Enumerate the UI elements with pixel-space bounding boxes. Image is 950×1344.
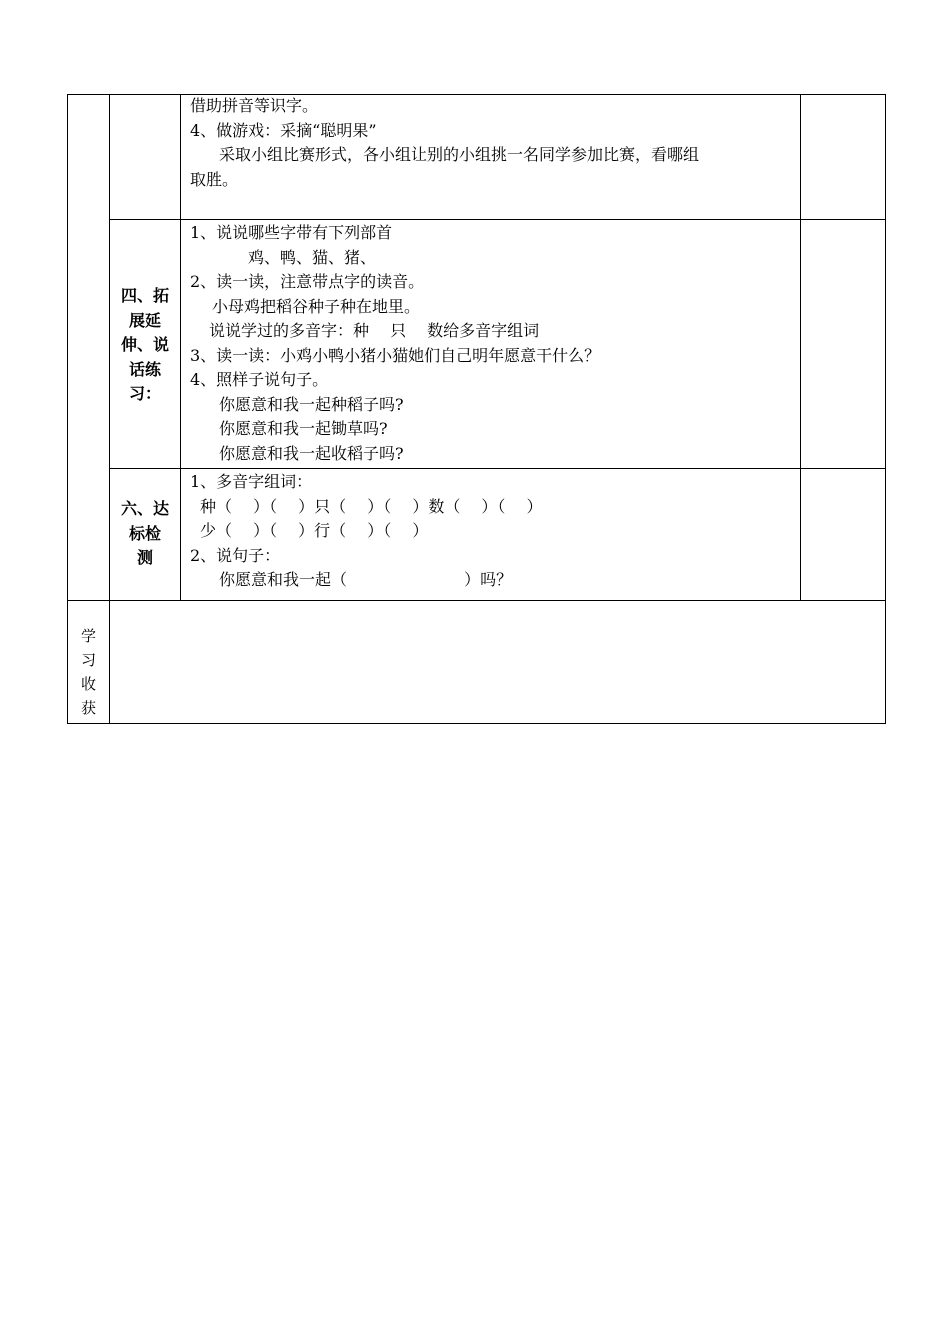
text-line: 你愿意和我一起种稻子吗?	[219, 394, 404, 414]
row-divider-1	[109, 219, 886, 220]
text-line: 采取小组比赛形式，各小组让别的小组挑一名同学参加比赛，看哪组	[219, 145, 700, 164]
text-line: 你愿意和我一起收稻子吗?	[219, 443, 404, 463]
text-line: 种（ ）（ ）只（ ）（ ）数（ ）（ ）	[200, 496, 543, 516]
text-line: 4、照样子说句子。	[190, 370, 329, 389]
table-border-right	[885, 94, 886, 724]
extension-content	[190, 221, 795, 466]
lesson-plan-table	[67, 94, 886, 724]
label-line: 四、拓	[120, 286, 169, 305]
column-divider-2	[180, 94, 181, 600]
label-char: 学	[80, 627, 96, 645]
row-divider-2	[109, 468, 886, 469]
label-line: 展延	[128, 310, 161, 330]
harvest-label	[67, 624, 110, 720]
label-line: 习：	[128, 384, 161, 403]
label-char: 获	[80, 699, 96, 717]
text-line: 说说学过的多音字：种 只 数给多音字组词	[209, 321, 540, 340]
extension-label	[111, 284, 179, 407]
text-line: 4、做游戏：采摘“聪明果”	[190, 120, 377, 140]
text-line: 少（ ）（ ）行（ ）（ ）	[200, 521, 429, 540]
text-line: 鸡、鸭、猫、猪、	[248, 247, 377, 267]
label-line: 标检	[128, 523, 161, 543]
text-line: 2、读一读，注意带点字的读音。	[190, 272, 425, 291]
row-divider-3	[67, 600, 886, 601]
text-line: 小母鸡把稻谷种子种在地里。	[212, 296, 421, 316]
text-line: 你愿意和我一起锄草吗?	[219, 419, 388, 438]
text-line: 3、读一读：小鸡小鸭小猪小猫她们自己明年愿意干什么？	[190, 345, 601, 365]
test-content	[190, 470, 795, 593]
column-divider-3	[800, 94, 801, 600]
label-line: 六、达	[120, 499, 169, 518]
text-line: 取胜。	[190, 169, 239, 189]
label-line: 测	[136, 548, 153, 567]
text-line: 你愿意和我一起（ ）吗？	[219, 570, 513, 589]
continuation-content	[190, 94, 795, 192]
harvest-answer-area[interactable]	[111, 602, 884, 722]
label-line: 伸、说	[120, 335, 169, 354]
text-line: 1、说说哪些字带有下列部首	[190, 223, 393, 242]
test-label	[111, 497, 179, 571]
text-line: 借助拼音等识字。	[190, 96, 319, 115]
text-line: 2、说句子：	[190, 545, 281, 565]
label-char: 收	[80, 675, 96, 693]
label-line: 话练	[128, 359, 161, 379]
text-line: 1、多音字组词：	[190, 472, 313, 491]
label-char: 习	[80, 651, 96, 669]
table-border-bottom	[67, 723, 886, 724]
